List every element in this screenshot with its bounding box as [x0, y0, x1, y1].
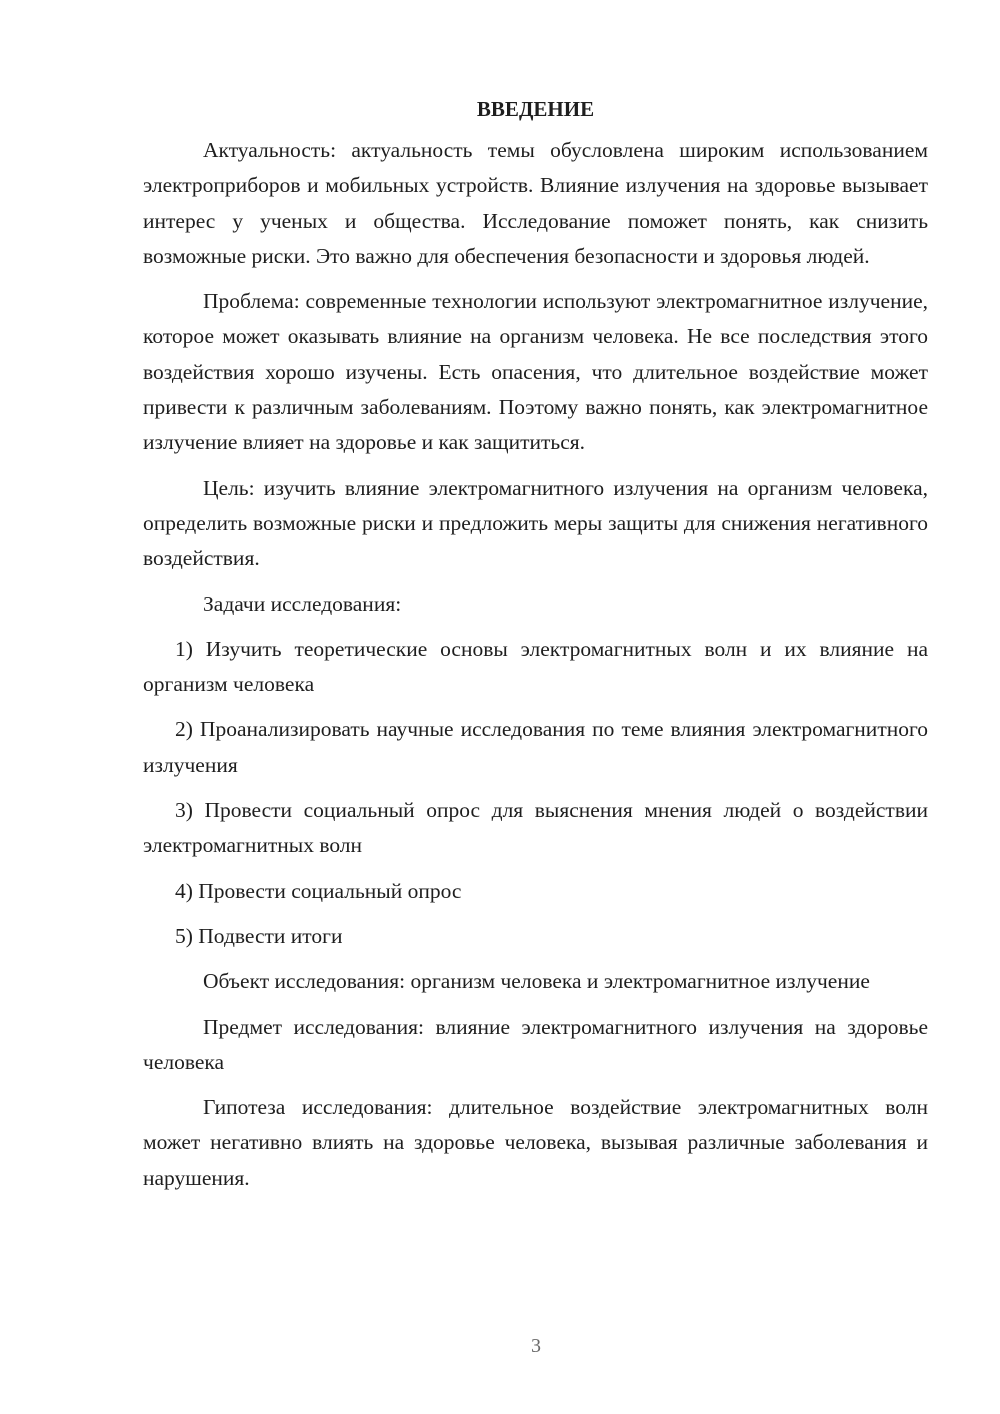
- task-item-2: 2) Проанализировать научные исследования по теме влияния электромагнитного излучения: [143, 717, 928, 777]
- document-title: ВВЕДЕНИЕ: [476, 97, 595, 121]
- task-item-3: 3) Провести социальный опрос для выяснения мнения людей о воздействии электромагнитных волн: [143, 798, 928, 858]
- goal-paragraph: Цель: изучить влияние электромагнитного излучения на организм человека, определить возможные риски и предложить меры защиты для снижения негативного воздействия.: [143, 475, 928, 571]
- page-number: 3: [531, 1335, 541, 1357]
- task-item-4: 4) Провести социальный опрос: [175, 878, 462, 903]
- subject-paragraph: Предмет исследования: влияние электромагнитного излучения на здоровье человека: [143, 1014, 928, 1074]
- hypothesis-paragraph: Гипотеза исследования: длительное воздействие электромагнитных волн может негативно влиять на здоровье человека, вызывая различные заболевания и нарушения.: [143, 1095, 928, 1190]
- tasks-heading: Задачи исследования:: [203, 591, 402, 616]
- relevance-paragraph: Актуальность: актуальность темы обусловлена широким использованием электроприборов и мобильных устройств. Влияние излучения на здоровье вызывает интерес у ученых и общества. Исследование поможет понять, как снизить возможные риски. Это важно для обеспечения безопасности и здоровья людей.: [143, 138, 928, 268]
- object-paragraph: Объект исследования: организм человека и электромагнитное излучение: [203, 969, 870, 994]
- task-item-1: 1) Изучить теоретические основы электромагнитных волн и их влияние на организм человека: [143, 636, 928, 697]
- task-item-5: 5) Подвести итоги: [175, 923, 343, 948]
- document-page: [143, 92, 928, 1206]
- problem-paragraph: Проблема: современные технологии используют электромагнитное излучение, которое может оказывать влияние на организм человека. Не все последствия этого воздействия хорошо изучены. Есть опасения, что длительное воздействие может привести к различным заболеваниям. Поэтому важно понять, как электромагнитное излучение влияет на здоровье и как защититься.: [143, 289, 928, 455]
